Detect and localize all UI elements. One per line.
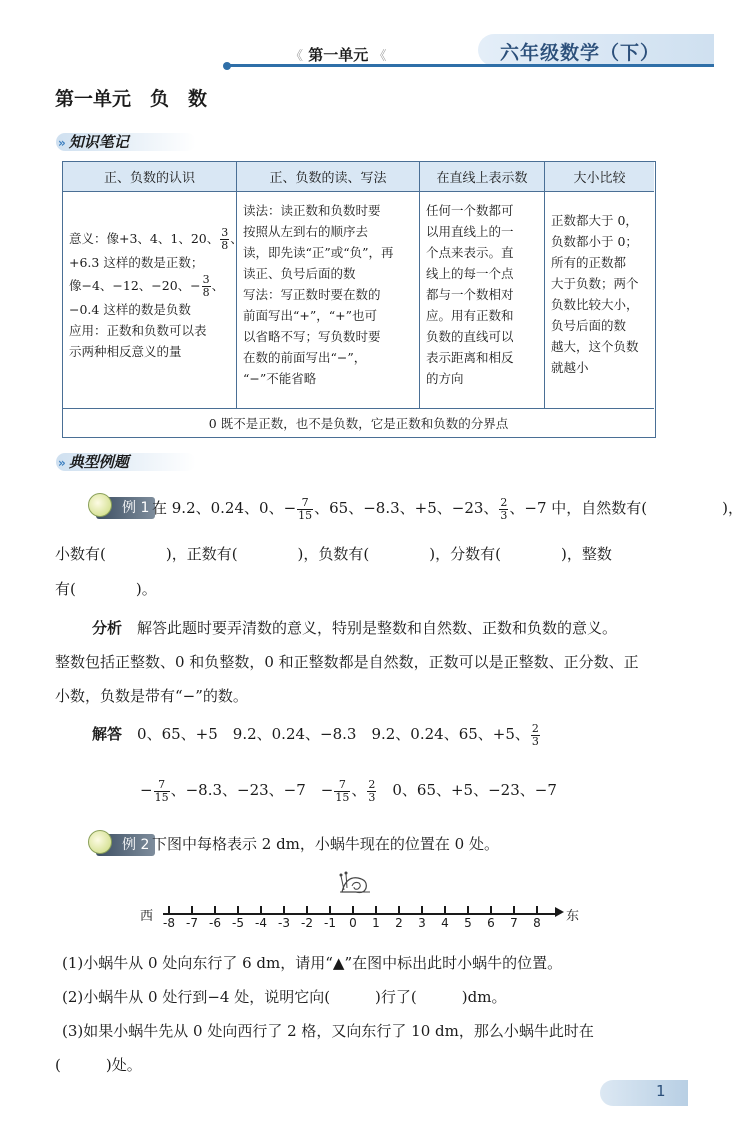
analysis-text: 解答此题时要弄清数的意义，特别是整数和自然数、正数和负数的意义。 (137, 619, 618, 637)
question-text: 、65、−8.3、+5、−23、 (314, 499, 499, 517)
number-line-tick (260, 906, 262, 914)
table-cell-read-write (237, 192, 420, 408)
number-line-tick-label: -5 (232, 916, 244, 930)
number-line-tick-label: -2 (301, 916, 313, 930)
chevron-left-icon: 《 (290, 49, 304, 64)
number-line-axis (163, 913, 557, 915)
cell-text: 像−4、−12、−20、− (69, 278, 201, 293)
cell-line: 应用：正数和负数可以表 (69, 323, 207, 338)
lightbulb-icon (88, 830, 112, 854)
answer-text: 0、65、+5 9.2、0.24、−8.3 9.2、0.24、65、+5、 (137, 725, 530, 743)
cell-line: 像−4、−12、−20、− $\frac{3}{8}$ 、 (69, 273, 225, 299)
fraction-numerator: 7 (154, 779, 170, 792)
number-line-tick (237, 906, 239, 914)
snail-icon (338, 868, 372, 894)
number-line-tick (214, 906, 216, 914)
cell-line: 应。用有正数和 (426, 308, 514, 323)
number-line-tick (306, 906, 308, 914)
fraction-denominator: 3 (368, 790, 376, 804)
fraction-numerator: 7 (334, 779, 350, 792)
fraction-denominator: 3 (500, 508, 508, 522)
number-line-tick-label: -7 (186, 916, 198, 930)
example2-question-1: (1)小蜗牛从 0 处向东行了 6 dm，请用“▲”在图中标出此时小蜗牛的位置。 (62, 954, 563, 972)
knowledge-table (62, 161, 656, 438)
cell-line: 就越小 (551, 360, 589, 375)
east-label: 东 (566, 909, 580, 924)
number-line-tick-label: 2 (395, 916, 403, 930)
cell-line: 在数的前面写出“−”， (243, 350, 367, 365)
number-line-tick-label: 7 (510, 916, 518, 930)
table-header-cell: 正、负数的认识 (63, 162, 237, 192)
section-label-text: 知识笔记 (68, 133, 129, 151)
number-line-tick-label: -8 (163, 916, 175, 930)
number-line-tick-label: 3 (418, 916, 426, 930)
west-label: 西 (140, 909, 154, 924)
cell-line: “−”不能省略 (243, 371, 317, 386)
number-line-tick-label: -3 (278, 916, 290, 930)
fraction (297, 497, 313, 522)
fraction-numerator: 3 (221, 226, 229, 239)
fraction-numerator: 2 (368, 777, 376, 791)
cell-line: 前面写出“+”，“+”也可 (243, 308, 378, 323)
number-line-tick (329, 906, 331, 914)
cell-line: 线上的每一个点 (426, 266, 514, 281)
fraction (154, 779, 170, 804)
example-badge: 例 2 (96, 834, 155, 856)
cell-line: 按照从左到右的顺序去 (243, 224, 369, 239)
answer-text: − (140, 781, 153, 799)
example-badge: 例 1 (96, 497, 155, 519)
number-line-tick (421, 906, 423, 914)
number-line-tick-label: -6 (209, 916, 221, 930)
number-line-tick (513, 906, 515, 914)
chevron-left-icon: 《 (373, 49, 387, 64)
fraction (202, 274, 211, 299)
running-header-text: 第一单元 (308, 46, 369, 64)
cell-line: 都与一个数相对 (426, 287, 514, 302)
section-label-notes (58, 131, 129, 153)
example2-question-2: (2)小蜗牛从 0 处行到−4 处，说明它向( )行了( )dm。 (62, 988, 507, 1006)
cell-line: 的方向 (426, 371, 464, 386)
answer-text: 0、65、+5、−23、−7 (377, 781, 557, 799)
section-label-text: 典型例题 (68, 453, 129, 471)
table-header-cell: 在直线上表示数 (420, 162, 545, 192)
number-line-tick (490, 906, 492, 914)
section-label-examples (58, 451, 129, 473)
unit-title: 第一单元 负 数 (55, 88, 208, 110)
number-line-tick-label: -4 (255, 916, 267, 930)
cell-line: 正数都大于 0， (551, 213, 638, 228)
cell-line: 以省略不写；写负数时要 (243, 329, 381, 344)
running-header-unit (290, 44, 387, 65)
number-line-tick-label: 4 (441, 916, 449, 930)
fraction-numerator: 2 (531, 721, 539, 735)
example1-question-line (152, 493, 743, 523)
double-chevron-icon: » (58, 136, 66, 150)
example1-question-line: 有( )。 (55, 580, 157, 598)
number-line-tick (352, 906, 354, 914)
fraction (220, 227, 229, 252)
number-line-tick-label: 8 (533, 916, 541, 930)
cell-line: 负号后面的数 (551, 318, 627, 333)
cell-text: 意义：像+3、4、1、20、 (69, 231, 220, 246)
fraction-denominator: 15 (335, 790, 350, 804)
number-line-tick-label: 1 (372, 916, 380, 930)
table-cell-number-line (420, 192, 545, 408)
table-cell-comparison (545, 192, 654, 408)
page-number-tab (600, 1080, 688, 1106)
lightbulb-icon (88, 493, 112, 517)
cell-line: 以用直线上的一 (426, 224, 514, 239)
cell-line: 越大，这个负数 (551, 339, 639, 354)
fraction (334, 779, 350, 804)
fraction-numerator: 2 (500, 495, 508, 509)
analysis-paragraph-line: 整数包括正整数、0 和负整数，0 和正整数都是自然数，正数可以是正整数、正分数、正 (55, 653, 639, 671)
number-line-tick-label: 5 (464, 916, 472, 930)
example2-question-3-cont: ( )处。 (55, 1056, 142, 1074)
cell-line: 读法：读正数和负数时要 (243, 203, 381, 218)
arrow-right-icon (555, 907, 564, 917)
cell-line: 大于负数；两个 (551, 276, 639, 291)
cell-line: 示两种相反意义的量 (69, 344, 182, 359)
number-line-tick (191, 906, 193, 914)
fraction (531, 723, 540, 748)
cell-line: 负数都小于 0； (551, 234, 638, 249)
cell-line: 负数的直线可以 (426, 329, 514, 344)
number-line-tick (467, 906, 469, 914)
answer-text: 、 (351, 781, 367, 799)
fraction (499, 497, 508, 522)
cell-line: 读，即先读“正”或“负”，再 (243, 245, 394, 260)
number-line-tick (444, 906, 446, 914)
fraction-denominator: 8 (202, 286, 210, 299)
page-number: 1 (656, 1082, 666, 1100)
number-line-tick-label: 6 (487, 916, 495, 930)
table-footer: 0 既不是正数，也不是负数，它是正数和负数的分界点 (63, 408, 654, 437)
cell-line: 读正、负号后面的数 (243, 266, 356, 281)
question-text: 、−7 中，自然数有( )， (509, 499, 743, 517)
fraction-denominator: 15 (154, 790, 169, 804)
answer-text: 、−8.3、−23、−7 − (170, 781, 334, 799)
fraction-numerator: 3 (202, 273, 210, 286)
cell-line: 个点来表示。直 (426, 245, 514, 260)
example2-intro: 下图中每格表示 2 dm，小蜗牛现在的位置在 0 处。 (152, 835, 499, 853)
fraction-denominator: 3 (531, 734, 539, 748)
double-chevron-icon: » (58, 456, 66, 470)
cell-line: 负数比较大小， (551, 297, 639, 312)
number-line-tick (283, 906, 285, 914)
table-header-cell: 正、负数的读、写法 (237, 162, 420, 192)
number-line-tick-label: -1 (324, 916, 336, 930)
number-line-tick (536, 906, 538, 914)
number-line-tick-label: 0 (349, 916, 357, 930)
cell-line: 意义：像+3、4、1、20、 $\frac{3}{8}$ 、 (69, 226, 243, 252)
analysis-label: 分析 (92, 619, 123, 637)
number-line-tick (398, 906, 400, 914)
analysis-paragraph-line (92, 617, 617, 638)
cell-line: 任何一个数都可 (426, 203, 514, 218)
number-line-tick (168, 906, 170, 914)
cell-line: 所有的正数都 (551, 255, 627, 270)
cell-line: 表示距离和相反 (426, 350, 514, 365)
fraction-denominator: 15 (298, 508, 313, 522)
fraction (367, 779, 376, 804)
example2-question-3: (3)如果小蜗牛先从 0 处向西行了 2 格，又向东行了 10 dm，那么小蜗牛此时在 (62, 1022, 594, 1040)
example1-question-line: 小数有( )，正数有( )，负数有( )，分数有( )，整数 (55, 545, 612, 563)
number-line-tick (375, 906, 377, 914)
cell-line: −0.4 这样的数是负数 (69, 302, 191, 317)
fraction-denominator: 8 (221, 239, 229, 252)
table-header-cell: 大小比较 (545, 162, 654, 192)
question-text: 在 9.2、0.24、0、− (152, 499, 297, 517)
header-rule-dot (223, 62, 231, 70)
analysis-paragraph-line: 小数，负数是带有“−”的数。 (55, 687, 248, 705)
answer-label: 解答 (92, 725, 123, 743)
cell-line: 写法：写正数时要在数的 (243, 287, 381, 302)
answer-line (92, 718, 541, 750)
fraction-numerator: 7 (297, 497, 313, 510)
cell-line: +6.3 这样的数是正数； (69, 255, 204, 270)
running-header-grade: 六年级数学（下） (500, 42, 661, 64)
table-cell-recognition (63, 192, 243, 408)
answer-line (140, 774, 557, 806)
